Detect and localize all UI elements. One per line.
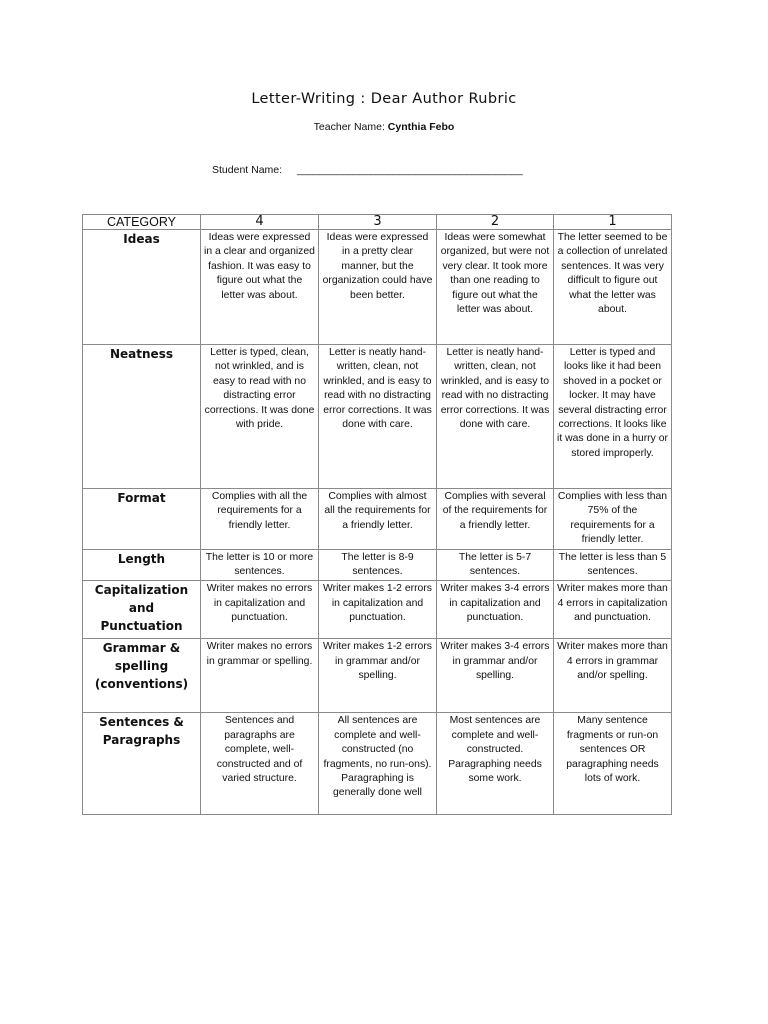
teacher-name-line (0, 121, 768, 133)
table-cell: Sentences and paragraphs are complete, well-constructed and of varied structure. (201, 713, 319, 815)
table-cell: Writer makes 3-4 errors in grammar and/or spelling. (437, 639, 554, 713)
table-cell: Writer makes no errors in grammar or spelling. (201, 639, 319, 713)
table-cell: Letter is typed and looks like it had been shoved in a pocket or locker. It may have several distracting error corrections. It looks like it was done in a hurry or stored improperly. (554, 345, 672, 489)
table-row (83, 489, 672, 550)
table-row (83, 345, 672, 489)
table-cell: Ideas were expressed in a pretty clear manner, but the organization could have been better. (319, 230, 437, 345)
table-cell: Complies with almost all the requirements for a friendly letter. (319, 489, 437, 550)
header-category: CATEGORY (83, 215, 201, 230)
header-row (83, 215, 672, 230)
student-name-label: Student Name: (212, 164, 283, 176)
table-cell: Writer makes more than 4 errors in capitalization and punctuation. (554, 581, 672, 639)
row-category: Format (83, 489, 201, 550)
header-score-2: 2 (437, 215, 554, 230)
table-cell: Ideas were somewhat organized, but were not very clear. It took more than one reading to figure out what the letter was about. (437, 230, 554, 345)
table-row (83, 581, 672, 639)
page-title: Letter-Writing : Dear Author Rubric (251, 91, 517, 107)
table-cell: Writer makes more than 4 errors in grammar and/or spelling. (554, 639, 672, 713)
row-category: Neatness (83, 345, 201, 489)
table-cell: Complies with several of the requirements for a friendly letter. (437, 489, 554, 550)
table-cell: Complies with all the requirements for a friendly letter. (201, 489, 319, 550)
table-cell: Writer makes no errors in capitalization and punctuation. (201, 581, 319, 639)
rubric-table (82, 214, 672, 815)
student-name-line (212, 164, 523, 176)
header-score-1: 1 (554, 215, 672, 230)
table-cell: The letter is 5-7 sentences. (437, 549, 554, 581)
table-cell: The letter is 10 or more sentences. (201, 549, 319, 581)
table-cell: Letter is neatly hand-written, clean, not wrinkled, and is easy to read with no distracting error corrections. It was done with care. (319, 345, 437, 489)
table-cell: Ideas were expressed in a clear and organized fashion. It was easy to figure out what the letter was about. (201, 230, 319, 345)
table-cell: The letter is less than 5 sentences. (554, 549, 672, 581)
table-cell: The letter is 8-9 sentences. (319, 549, 437, 581)
row-category: Sentences & Paragraphs (83, 713, 201, 815)
row-category: Ideas (83, 230, 201, 345)
row-category: Grammar & spelling (conventions) (83, 639, 201, 713)
table-cell: Complies with less than 75% of the requirements for a friendly letter. (554, 489, 672, 550)
table-cell: Writer makes 3-4 errors in capitalization and punctuation. (437, 581, 554, 639)
table-cell: Many sentence fragments or run-on sentences OR paragraphing needs lots of work. (554, 713, 672, 815)
header-score-4: 4 (201, 215, 319, 230)
table-cell: Writer makes 1-2 errors in grammar and/or spelling. (319, 639, 437, 713)
student-name-blank: ________________________________________ (296, 164, 523, 176)
header-score-3: 3 (319, 215, 437, 230)
row-category: Length (83, 549, 201, 581)
table-row (83, 230, 672, 345)
table-row (83, 639, 672, 713)
table-cell: Most sentences are complete and well-constructed. Paragraphing needs some work. (437, 713, 554, 815)
table-row (83, 713, 672, 815)
table-cell: Writer makes 1-2 errors in capitalization and punctuation. (319, 581, 437, 639)
table-cell: Letter is typed, clean, not wrinkled, and is easy to read with no distracting error corrections. It was done with pride. (201, 345, 319, 489)
teacher-name-value: Cynthia Febo (387, 121, 455, 133)
table-cell: Letter is neatly hand-written, clean, not wrinkled, and is easy to read with no distracting error corrections. It was done with care. (437, 345, 554, 489)
teacher-name-label: Teacher Name: (313, 121, 385, 133)
table-cell: The letter seemed to be a collection of unrelated sentences. It was very difficult to figure out what the letter was about. (554, 230, 672, 345)
table-cell: All sentences are complete and well-constructed (no fragments, no run-ons). Paragraphing is generally done well (319, 713, 437, 815)
table-row (83, 549, 672, 581)
row-category: Capitalization and Punctuation (83, 581, 201, 639)
